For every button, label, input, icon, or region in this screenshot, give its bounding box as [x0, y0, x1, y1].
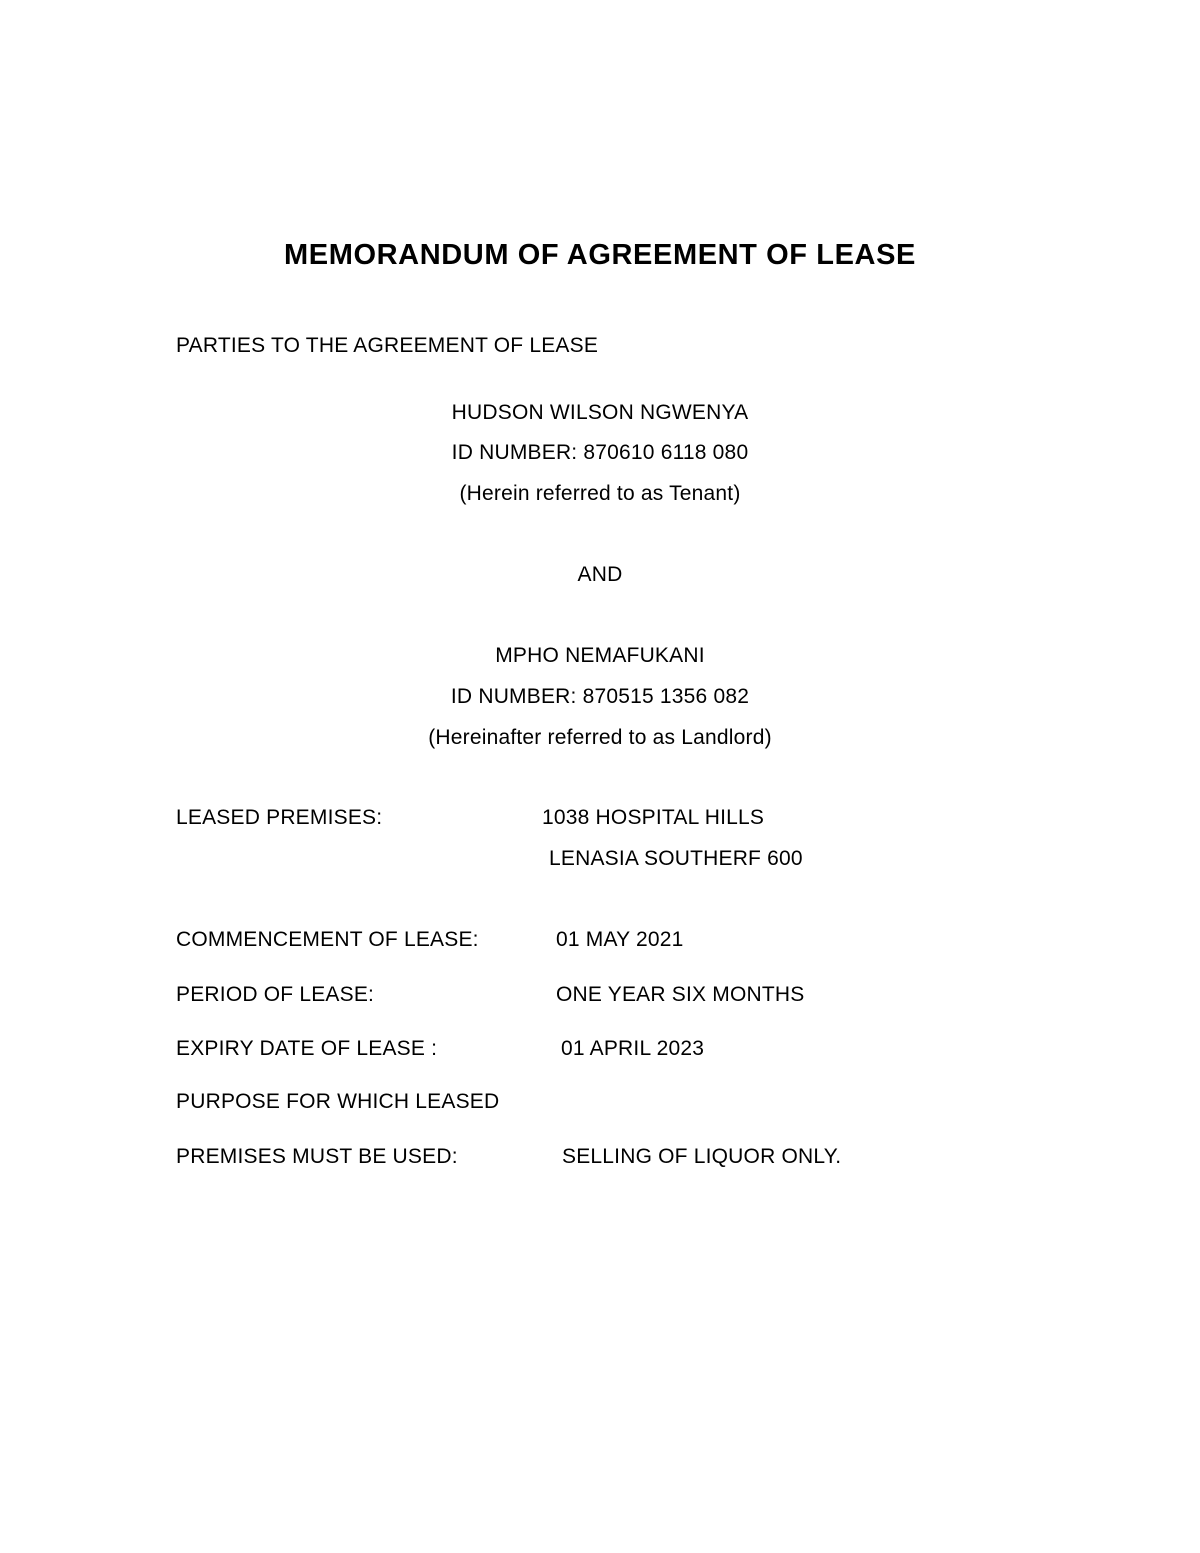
conjunction-and: AND: [577, 563, 623, 586]
period-value: ONE YEAR SIX MONTHS: [556, 983, 805, 1006]
purpose-label-line1: PURPOSE FOR WHICH LEASED: [176, 1090, 500, 1113]
purpose-value: SELLING OF LIQUOR ONLY.: [562, 1145, 842, 1168]
landlord-id: ID NUMBER: 870515 1356 082: [450, 685, 750, 708]
expiry-label: EXPIRY DATE OF LEASE :: [176, 1037, 438, 1060]
parties-heading: PARTIES TO THE AGREEMENT OF LEASE: [176, 334, 599, 357]
landlord-name: MPHO NEMAFUKANI: [495, 644, 705, 667]
document-title: MEMORANDUM OF AGREEMENT OF LEASE: [284, 239, 916, 271]
expiry-value: 01 APRIL 2023: [561, 1037, 705, 1060]
landlord-role: (Hereinafter referred to as Landlord): [428, 726, 772, 749]
tenant-role: (Herein referred to as Tenant): [459, 482, 741, 505]
leased-premises-label: LEASED PREMISES:: [176, 806, 383, 829]
commencement-value: 01 MAY 2021: [556, 928, 684, 951]
purpose-label-line2: PREMISES MUST BE USED:: [176, 1145, 458, 1168]
tenant-id: ID NUMBER: 870610 6118 080: [451, 441, 749, 464]
leased-premises-address-line2: LENASIA SOUTHERF 600: [549, 847, 803, 870]
period-label: PERIOD OF LEASE:: [176, 983, 375, 1006]
tenant-name: HUDSON WILSON NGWENYA: [451, 401, 749, 424]
commencement-label: COMMENCEMENT OF LEASE:: [176, 928, 479, 951]
leased-premises-address-line1: 1038 HOSPITAL HILLS: [542, 806, 765, 829]
